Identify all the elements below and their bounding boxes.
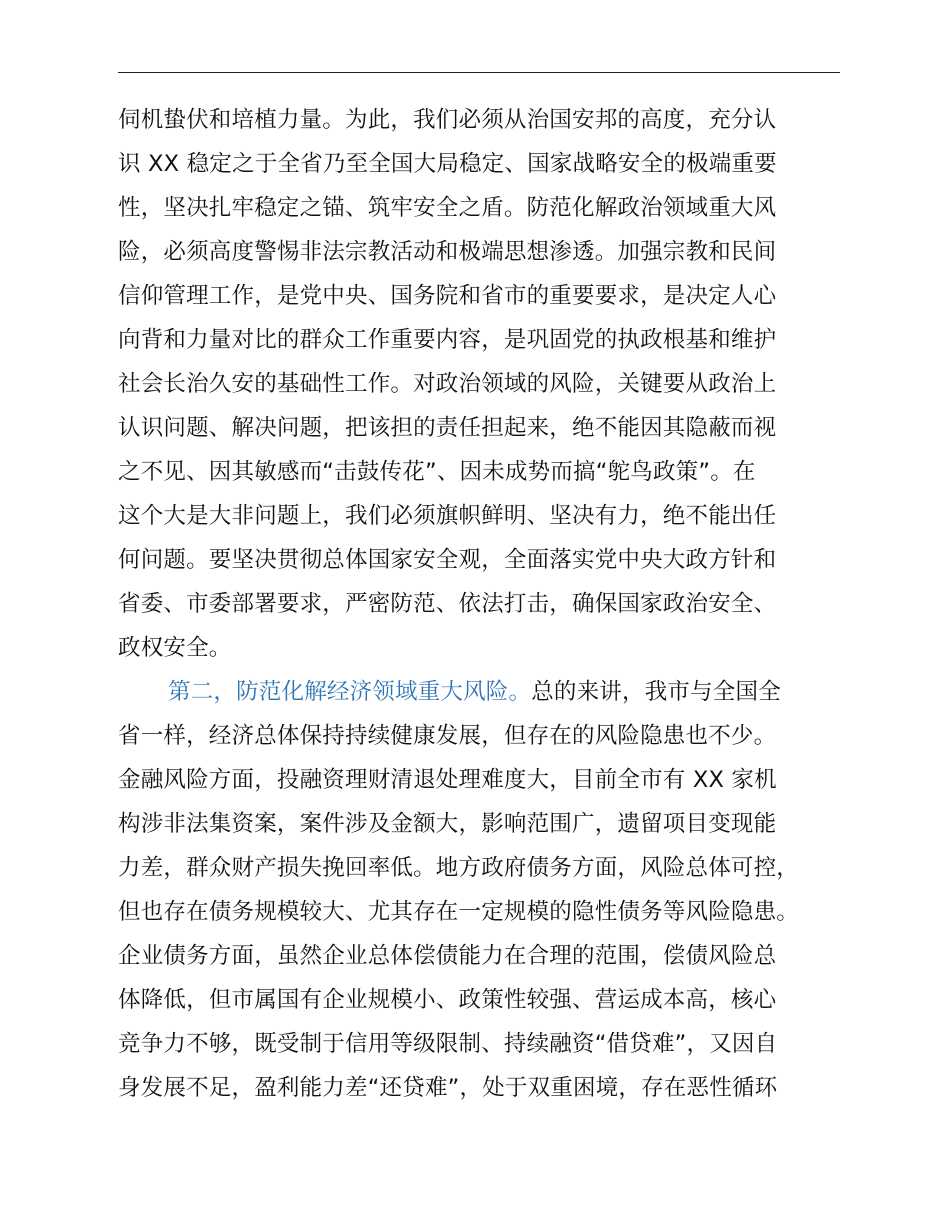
text-line: 这个大是大非问题上，我们必须旗帜鲜明、坚决有力，绝不能出任	[118, 503, 777, 529]
text-line: 企业债务方面，虽然企业总体偿债能力在合理的范围，偿债风险总	[118, 943, 777, 969]
text-line: 认识问题、解决问题，把该担的责任担起来，绝不能因其隐蔽而视	[118, 415, 777, 441]
text-line: 身发展不足，盈利能力差“还贷难”，处于双重困境，存在恶性循环	[118, 1075, 778, 1101]
text-line: 省委、市委部署要求，严密防范、依法打击，确保国家政治安全、	[118, 591, 777, 617]
section-heading: 第二，防范化解经济领域重大风险。	[168, 679, 532, 705]
paragraph-2	[118, 670, 854, 1110]
text-line: 何问题。要坚决贯彻总体国家安全观，全面落实党中央大政方针和	[118, 547, 777, 573]
text-line: 体降低，但市属国有企业规模小、政策性较强、营运成本高，核心	[118, 987, 777, 1013]
text-line: 竞争力不够，既受制于信用等级限制、持续融资“借贷难”，又因自	[118, 1031, 778, 1057]
text-line: 但也存在债务规模较大、尤其存在一定规模的隐性债务等风险隐患。	[118, 899, 800, 925]
text-line: 政权安全。	[118, 635, 232, 661]
header-rule	[118, 72, 840, 73]
text-line: 省一样，经济总体保持持续健康发展，但存在的风险隐患也不少。	[118, 723, 777, 749]
text-line: 险，必须高度警惕非法宗教活动和极端思想渗透。加强宗教和民间	[118, 239, 777, 265]
text-line: 构涉非法集资案，案件涉及金额大，影响范围广，遗留项目变现能	[118, 811, 777, 837]
text-line: 识 XX 稳定之于全省乃至全国大局稳定、国家战略安全的极端重要	[118, 151, 777, 177]
text-line: 信仰管理工作，是党中央、国务院和省市的重要要求，是决定人心	[118, 283, 777, 309]
paragraph-1	[118, 98, 854, 670]
text-run: 总的来讲，我市与全国全	[531, 679, 781, 705]
text-line: 金融风险方面，投融资理财清退处理难度大，目前全市有 XX 家机	[118, 767, 777, 793]
text-line: 之不见、因其敏感而“击鼓传花”、因未成势而搞“鸵鸟政策”。在	[118, 459, 756, 485]
paragraph-2-first-line	[118, 670, 854, 714]
text-line: 力差，群众财产损失挽回率低。地方政府债务方面，风险总体可控，	[118, 855, 800, 881]
text-line: 向背和力量对比的群众工作重要内容，是巩固党的执政根基和维护	[118, 327, 777, 353]
text-line: 伺机蛰伏和培植力量。为此，我们必须从治国安邦的高度，充分认	[118, 107, 777, 133]
document-body	[118, 98, 854, 1110]
text-line: 社会长治久安的基础性工作。对政治领域的风险，关键要从政治上	[118, 371, 777, 397]
text-line: 性，坚决扎牢稳定之锚、筑牢安全之盾。防范化解政治领域重大风	[118, 195, 777, 221]
